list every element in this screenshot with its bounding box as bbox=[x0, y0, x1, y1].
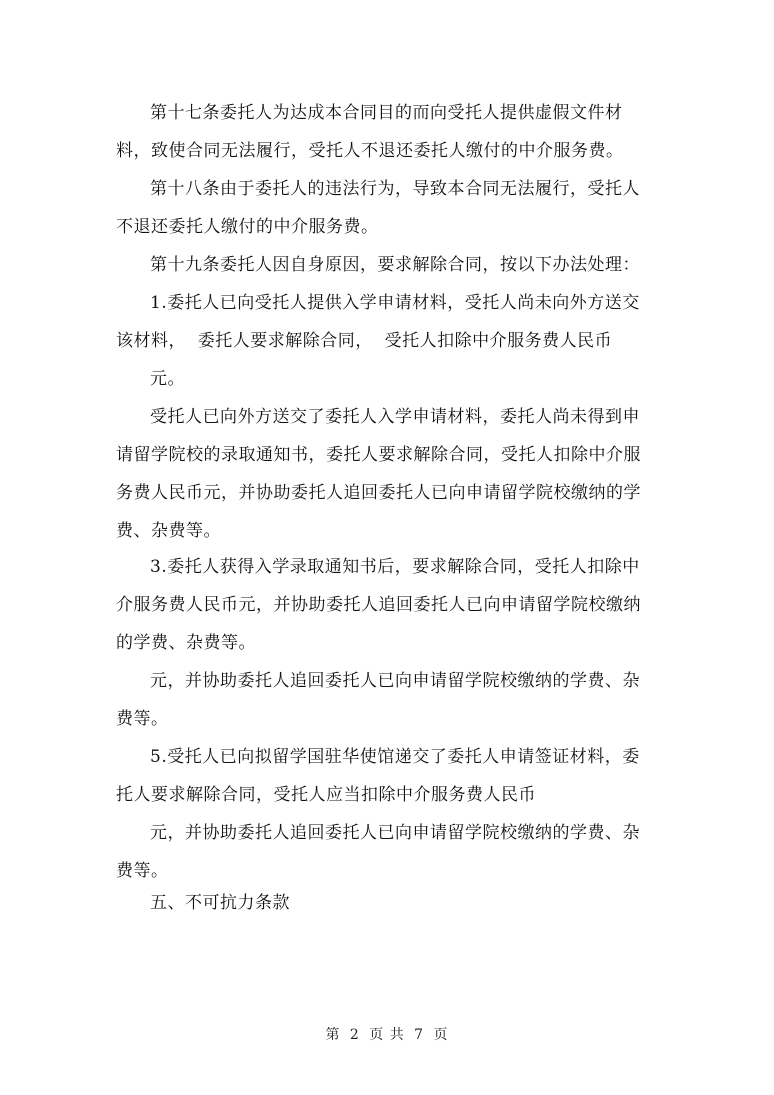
clause-item-5-amount bbox=[116, 814, 656, 890]
text-line: 元，并协助委托人追回委托人已向申请留学院校缴纳的学费、杂 bbox=[150, 823, 640, 843]
text-line: 不退还委托人缴付的中介服务费。 bbox=[116, 217, 379, 237]
text-line: 元。 bbox=[150, 369, 185, 389]
article-17 bbox=[116, 94, 656, 170]
clause-item-1 bbox=[116, 284, 656, 360]
page-footer bbox=[0, 1024, 774, 1044]
text-line: 第十七条委托人为达成本合同目的而向受托人提供虚假文件材 bbox=[150, 103, 623, 123]
clause-item-2 bbox=[116, 398, 656, 550]
current-page-number: 2 bbox=[349, 1027, 360, 1043]
text-line: 受托人已向外方送交了委托人入学申请材料，委托人尚未得到申 bbox=[150, 407, 640, 427]
article-18 bbox=[116, 170, 656, 246]
page-label-prefix: 第 bbox=[325, 1027, 341, 1043]
text-line: 5.受托人已向拟留学国驻华使馆递交了委托人申请签证材料，委 bbox=[150, 747, 640, 767]
section-heading: 五、不可抗力条款 bbox=[150, 893, 290, 913]
text-line: 3.委托人获得入学录取通知书后，要求解除合同，受托人扣除中 bbox=[150, 557, 640, 577]
clause-item-4 bbox=[116, 662, 656, 738]
text-line: 的学费、杂费等。 bbox=[116, 633, 256, 653]
text-line: 费等。 bbox=[116, 709, 169, 729]
text-line: 料，致使合同无法履行，受托人不退还委托人缴付的中介服务费。 bbox=[116, 141, 624, 161]
text-line: 第十九条委托人因自身原因，要求解除合同，按以下办法处理： bbox=[150, 255, 640, 275]
text-line: 托人要求解除合同，受托人应当扣除中介服务费人民币 bbox=[116, 785, 536, 805]
text-line: 介服务费人民币元，并协助委托人追回委托人已向申请留学院校缴纳 bbox=[116, 595, 641, 615]
text-line: 费等。 bbox=[116, 861, 169, 881]
page-label-mid: 页 共 bbox=[369, 1027, 405, 1043]
text-line: 请留学院校的录取通知书，委托人要求解除合同，受托人扣除中介服 bbox=[116, 445, 641, 465]
page-label-suffix: 页 bbox=[433, 1027, 449, 1043]
clause-item-1-amount bbox=[116, 360, 656, 398]
text-line: 1.委托人已向受托人提供入学申请材料，受托人尚未向外方送交 bbox=[150, 293, 640, 313]
text-line: 费、杂费等。 bbox=[116, 521, 221, 541]
clause-item-5 bbox=[116, 738, 656, 814]
article-19 bbox=[116, 246, 656, 284]
total-pages-number: 7 bbox=[414, 1027, 425, 1043]
text-line: 该材料， 委托人要求解除合同， 受托人扣除中介服务费人民币 bbox=[116, 331, 613, 351]
text-line: 元，并协助委托人追回委托人已向申请留学院校缴纳的学费、杂 bbox=[150, 671, 640, 691]
text-line: 务费人民币元，并协助委托人追回委托人已向申请留学院校缴纳的学 bbox=[116, 483, 641, 503]
text-line: 第十八条由于委托人的违法行为，导致本合同无法履行，受托人 bbox=[150, 179, 640, 199]
section-heading-force-majeure bbox=[116, 884, 656, 922]
clause-item-3 bbox=[116, 548, 656, 662]
